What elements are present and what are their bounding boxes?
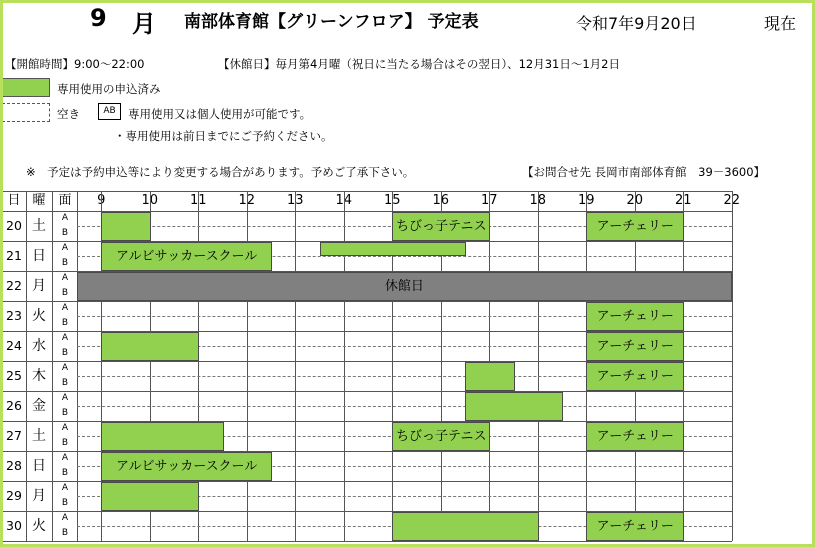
face-label-a: A [61,423,69,433]
booking-block: アルビサッカースクール [101,242,272,271]
face-label-a: A [61,363,69,373]
day-number: 30 [6,518,22,533]
weekday-label: 月 [32,488,46,504]
day-number: 22 [6,278,22,293]
hour-label: 21 [674,193,692,208]
hour-label: 22 [723,193,741,208]
grid-hline-dashed [77,406,732,407]
weekday-label: 火 [32,518,46,534]
grid-vline [77,191,78,541]
face-label-a: A [61,243,69,253]
day-number: 25 [6,368,22,383]
weekday-label: 土 [32,218,46,234]
weekday-label: 金 [32,398,46,414]
face-label-a: A [61,333,69,343]
hour-label: 13 [286,193,304,208]
booking-block [320,242,467,256]
weekday-label: 土 [32,428,46,444]
hour-label: 9 [97,193,106,208]
contact-info: 【お問合せ先 長岡市南部体育館 39－3600】 [522,165,766,179]
booking-block [101,422,223,451]
face-label-b: B [61,288,69,298]
hour-label: 12 [238,193,256,208]
booking-block [392,512,539,541]
weekday-label: 日 [32,248,46,264]
grid-vline [538,191,539,541]
face-label-b: B [61,318,69,328]
page-title: 南部体育館【グリーンフロア】 予定表 [184,12,479,32]
hour-label: 16 [432,193,450,208]
hour-label: 19 [577,193,595,208]
grid-hline [2,191,732,192]
weekday-label: 日 [32,458,46,474]
legend-ab-label: 専用使用又は個人使用が可能です。 [128,107,312,121]
weekday-label: 月 [32,278,46,294]
booking-block [101,482,199,511]
as-of-label: 現在 [764,14,797,33]
opening-hours: 【開館時間】9:00～22:00 [5,57,145,71]
face-label-a: A [61,483,69,493]
day-number: 29 [6,488,22,503]
hour-label: 20 [626,193,644,208]
hour-label: 10 [141,193,159,208]
face-label-b: B [61,348,69,358]
current-date: 令和7年9月20日 [576,14,697,33]
booking-block: ちびっ子テニス [392,422,490,451]
column-header-face: 面 [58,193,72,208]
face-label-b: B [61,258,69,268]
grid-hline [2,391,732,392]
face-label-a: A [61,213,69,223]
month-number: 9 [90,4,107,32]
face-label-b: B [61,228,69,238]
face-label-a: A [61,303,69,313]
hour-label: 14 [335,193,353,208]
weekday-label: 火 [32,308,46,324]
notice-text: ※ 予定は予約申込等により変更する場合があります。予めご了承下さい。 [26,165,415,179]
closed-day-bar: 休館日 [77,272,732,301]
booking-block [465,362,515,391]
day-number: 20 [6,218,22,233]
booking-block: アルビサッカースクール [101,452,272,481]
day-number: 24 [6,338,22,353]
hour-label: 17 [480,193,498,208]
booking-block [101,332,199,361]
grid-vline [295,191,296,541]
legend-booked-label: 専用使用の申込済み [57,82,161,96]
face-label-a: A [61,513,69,523]
closed-days-info: 【休館日】毎月第4月曜（祝日に当たる場合はその翌日）、12月31日～1月2日 [218,57,620,71]
booking-block [101,212,151,241]
face-label-a: A [61,273,69,283]
face-label-b: B [61,498,69,508]
face-label-b: B [61,438,69,448]
day-number: 23 [6,308,22,323]
face-label-b: B [61,378,69,388]
grid-hline [2,541,732,542]
month-label: 月 [132,10,156,38]
booking-block: アーチェリー [586,362,684,391]
day-number: 26 [6,398,22,413]
weekday-label: 水 [32,338,46,354]
booking-block [465,392,563,421]
booking-block: アーチェリー [586,332,684,361]
face-label-a: A [61,453,69,463]
weekday-label: 木 [32,368,46,384]
booking-block: アーチェリー [586,422,684,451]
day-number: 28 [6,458,22,473]
grid-vline [732,191,733,541]
face-label-b: B [61,408,69,418]
day-number: 21 [6,248,22,263]
face-label-a: A [61,393,69,403]
hour-label: 15 [383,193,401,208]
hour-label: 18 [529,193,547,208]
booking-block: ちびっ子テニス [392,212,490,241]
column-header-weekday: 曜 [32,193,46,208]
grid-vline [52,191,53,541]
column-header-day: 日 [7,193,21,208]
face-label-b: B [61,528,69,538]
hour-label: 11 [189,193,207,208]
legend-empty-label: 空き [57,107,80,121]
legend-ab-box: AB [98,103,121,120]
booking-block: アーチェリー [586,302,684,331]
booking-block: アーチェリー [586,212,684,241]
day-number: 27 [6,428,22,443]
legend-note: ・専用使用は前日までにご予約ください。 [114,129,333,143]
face-label-b: B [61,468,69,478]
booking-block: アーチェリー [586,512,684,541]
